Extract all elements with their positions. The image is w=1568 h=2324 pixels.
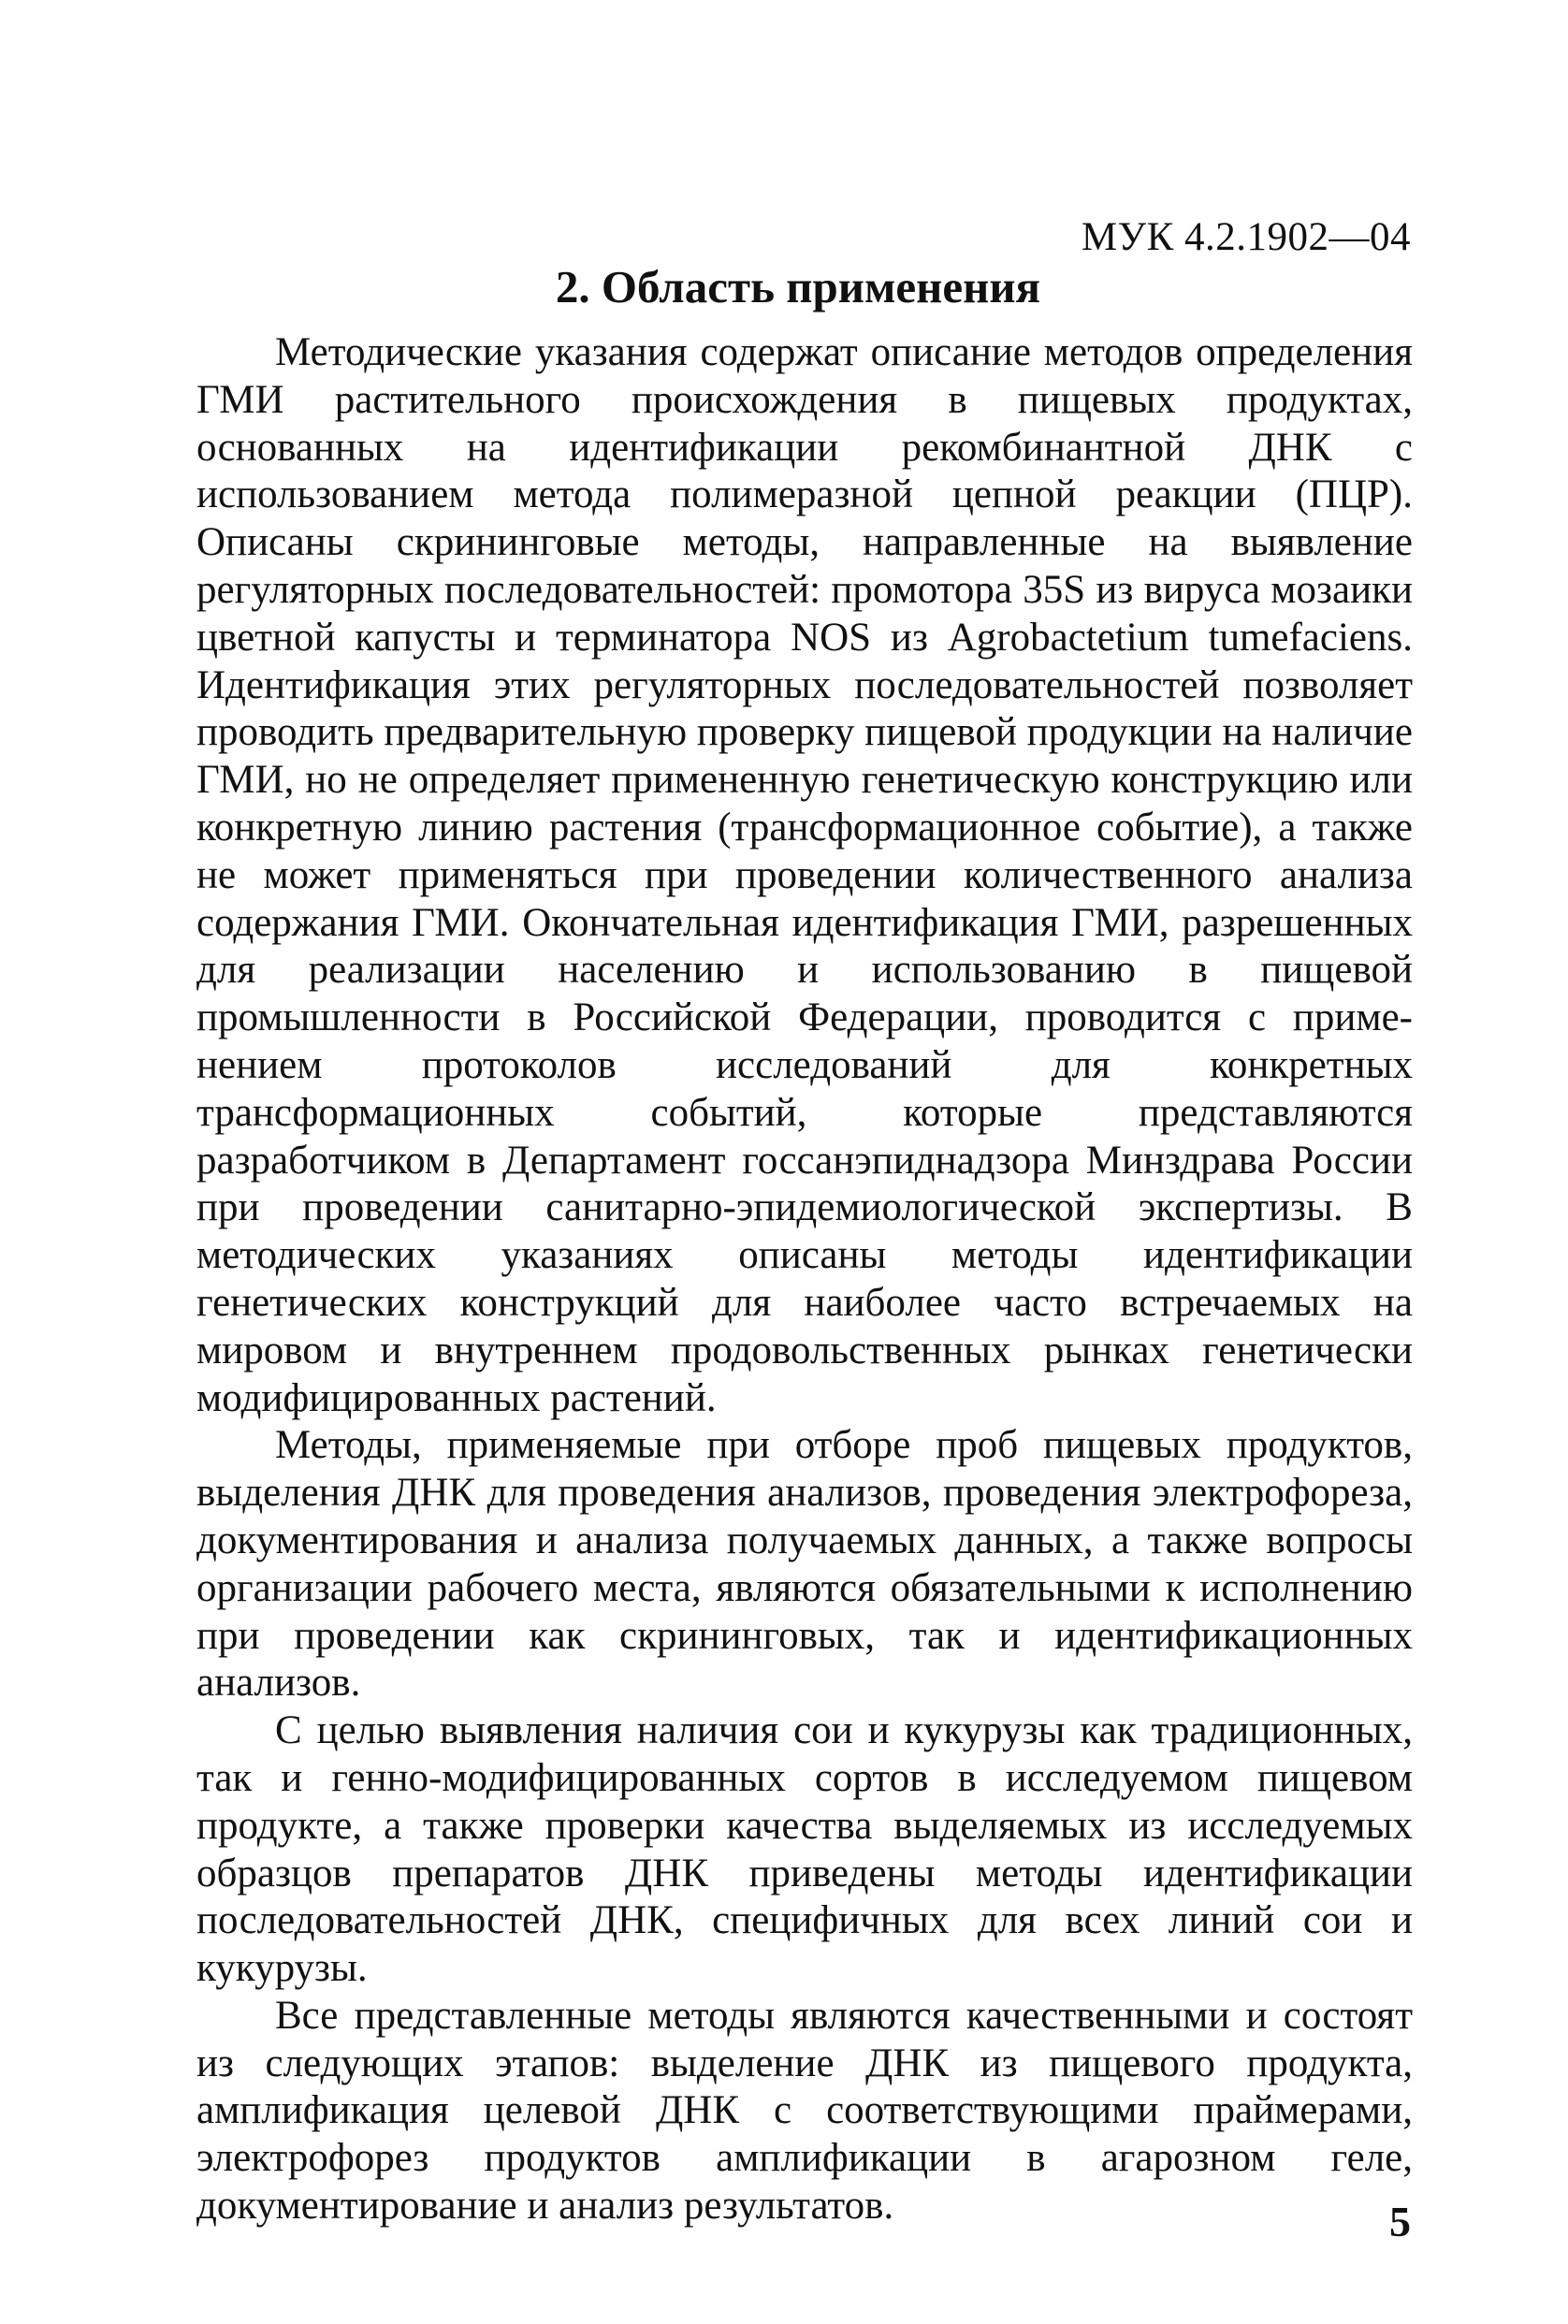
paragraph-mandatory-methods: Методы, применяемые при отборе проб пищевых продуктов, выделения ДНК для проведения анализов, проведения электрофореза, документирования и анализа получаемых данных, а также вопросы организации рабочего места, являются обязательными к исполнению при проведении как скрининговых, так и идентификационных анализов. <box>196 1423 1413 1706</box>
section-title: 2. Область применения <box>555 261 1041 312</box>
paragraph-scope-description: Методические указания содержат описание методов определения ГМИ растительного происхождения в пищевых продуктах, основанных на идентификации рекомбинантной ДНК с использованием метода полимеразной цепной реакции (ПЦР). Описаны скрининговые методы, направленные на выявление регуляторных последовательностей: промотора 35S из вируса мозаики цветной капусты и терминатора NOS из Agrobactetium tumefaciens. Идентификация этих регуляторных последовательностей позволяет проводить предварительную проверку пищевой продукции на наличие ГМИ, но не определяет примененную генетическую конструкцию или конкретную линию растения (трансформационное событие), а также не может применяться при проведении количественного анализа содержания ГМИ. Окончательная идентификация ГМИ, разрешенных для реализации населению и использованию в пищевой промышленности в Российской Федерации, проводится с применением протоколов исследований для конкретных трансформационных событий, которые представляются разработчиком в Департамент госсанэпиднадзора Минздрава России при проведении санитарно-эпидемиологической экспертизы. В методических указаниях описаны методы идентификации генетических конструкций для наиболее часто встречаемых на мировом и внутреннем продовольственных рынках генетически модифицированных растений. <box>196 330 1413 1420</box>
page-number: 5 <box>1389 2198 1411 2245</box>
paragraph-soy-corn-identification: С целью выявления наличия сои и кукурузы как традиционных, так и генно-модифицированных сортов в исследуемом пищевом продукте, а также проверки качества выделяемых из исследуемых образцов препаратов ДНК приведены методы идентификации последовательностей ДНК, специфичных для всех линий сои и кукурузы. <box>196 1708 1413 1991</box>
document-code-header: МУК 4.2.1902—04 <box>1081 215 1411 259</box>
section-body <box>196 329 1413 2230</box>
paragraph-analysis-stages: Все представленные методы являются качественными и состоят из следующих этапов: выделение ДНК из пищевого продукта, амплификация целевой ДНК с соответствующими праймерами, электрофорез продуктов амплификации в агарозном геле, документирование и анализ результатов. <box>196 1993 1413 2229</box>
